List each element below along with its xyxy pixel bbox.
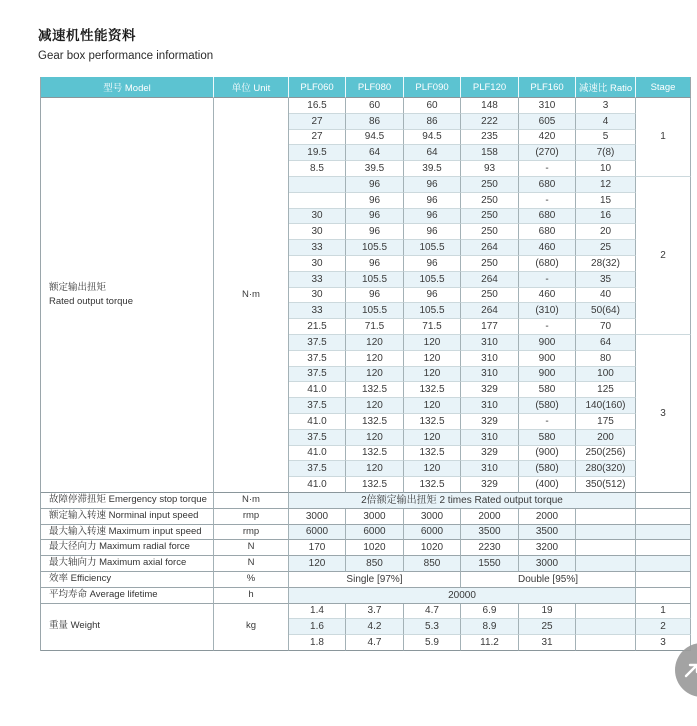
value-cell: 310 xyxy=(461,367,519,383)
unit-cell: rmp xyxy=(214,525,289,541)
table-row xyxy=(41,556,691,572)
value-cell: 96 xyxy=(346,224,404,240)
value-cell: 39.5 xyxy=(346,161,404,177)
value-cell: 27 xyxy=(289,114,346,130)
scroll-top-button[interactable] xyxy=(675,643,697,697)
value-cell: 5.3 xyxy=(404,619,461,635)
column-header-plf160: PLF160 xyxy=(519,77,576,98)
span-value-cell: 20000 xyxy=(289,588,636,604)
value-cell: - xyxy=(519,193,576,209)
value-cell: 37.5 xyxy=(289,461,346,477)
split-value-cell: Double [95%] xyxy=(461,572,636,588)
value-cell: 19.5 xyxy=(289,145,346,161)
value-cell: 105.5 xyxy=(404,240,461,256)
value-cell: 30 xyxy=(289,209,346,225)
column-header-stage: Stage xyxy=(636,77,691,98)
spec-label: 最大径向力 Maximum radial force xyxy=(41,540,214,556)
value-cell: 250 xyxy=(461,209,519,225)
value-cell: (270) xyxy=(519,145,576,161)
stage-cell-empty xyxy=(636,525,691,541)
value-cell: 329 xyxy=(461,446,519,462)
value-cell: 41.0 xyxy=(289,477,346,493)
table-row xyxy=(41,588,691,604)
value-cell: 132.5 xyxy=(404,382,461,398)
spec-label: 平均寿命 Average lifetime xyxy=(41,588,214,604)
value-cell: 96 xyxy=(346,177,404,193)
value-cell: 71.5 xyxy=(346,319,404,335)
value-cell: 86 xyxy=(346,114,404,130)
value-cell: 329 xyxy=(461,477,519,493)
column-header-plf120: PLF120 xyxy=(461,77,519,98)
ratio-cell: 125 xyxy=(576,382,636,398)
ratio-cell: 20 xyxy=(576,224,636,240)
table-row xyxy=(41,525,691,541)
value-cell: 120 xyxy=(346,398,404,414)
value-cell: 120 xyxy=(289,556,346,572)
value-cell: 4.7 xyxy=(404,604,461,620)
value-cell: 8.5 xyxy=(289,161,346,177)
value-cell: 3500 xyxy=(461,525,519,541)
value-cell: 264 xyxy=(461,240,519,256)
value-cell: 250 xyxy=(461,224,519,240)
value-cell: 120 xyxy=(404,461,461,477)
value-cell: 120 xyxy=(404,398,461,414)
value-cell: (310) xyxy=(519,303,576,319)
ratio-cell: 50(64) xyxy=(576,303,636,319)
column-header-plf090: PLF090 xyxy=(404,77,461,98)
unit-cell: rmp xyxy=(214,509,289,525)
ratio-cell: 12 xyxy=(576,177,636,193)
value-cell: 96 xyxy=(404,193,461,209)
ratio-cell: 4 xyxy=(576,114,636,130)
stage-cell-empty xyxy=(636,556,691,572)
ratio-cell: 15 xyxy=(576,193,636,209)
ratio-cell: 350(512) xyxy=(576,477,636,493)
stage-cell-empty xyxy=(636,588,691,604)
value-cell: 120 xyxy=(346,335,404,351)
weight-label: 重量 Weight xyxy=(41,604,214,651)
value-cell: 420 xyxy=(519,130,576,146)
value-cell: 1.4 xyxy=(289,604,346,620)
value-cell: 132.5 xyxy=(404,414,461,430)
performance-table xyxy=(40,77,691,651)
value-cell: 329 xyxy=(461,414,519,430)
value-cell: 132.5 xyxy=(404,477,461,493)
value-cell: 96 xyxy=(404,256,461,272)
ratio-cell: 70 xyxy=(576,319,636,335)
ratio-cell: 7(8) xyxy=(576,145,636,161)
value-cell: 39.5 xyxy=(404,161,461,177)
ratio-cell: 200 xyxy=(576,430,636,446)
ratio-cell: 25 xyxy=(576,240,636,256)
value-cell: 2230 xyxy=(461,540,519,556)
value-cell: 120 xyxy=(346,351,404,367)
value-cell: 96 xyxy=(346,209,404,225)
value-cell: 37.5 xyxy=(289,351,346,367)
value-cell: 1550 xyxy=(461,556,519,572)
value-cell: 30 xyxy=(289,256,346,272)
stage-cell-empty xyxy=(636,572,691,588)
value-cell: 33 xyxy=(289,240,346,256)
value-cell: 120 xyxy=(346,461,404,477)
value-cell: 2000 xyxy=(461,509,519,525)
value-cell: 120 xyxy=(404,335,461,351)
value-cell: 132.5 xyxy=(404,446,461,462)
value-cell: 132.5 xyxy=(346,382,404,398)
stage-cell: 3 xyxy=(636,635,691,651)
unit-cell: N xyxy=(214,540,289,556)
stage-cell: 2 xyxy=(636,177,691,335)
value-cell: 96 xyxy=(346,288,404,304)
value-cell: 460 xyxy=(519,288,576,304)
ratio-cell: 140(160) xyxy=(576,398,636,414)
value-cell: 4.7 xyxy=(346,635,404,651)
value-cell: 41.0 xyxy=(289,382,346,398)
value-cell: 900 xyxy=(519,367,576,383)
ratio-cell: 10 xyxy=(576,161,636,177)
ratio-cell: 3 xyxy=(576,98,636,114)
value-cell: 105.5 xyxy=(404,303,461,319)
value-cell: 11.2 xyxy=(461,635,519,651)
value-cell: 132.5 xyxy=(346,477,404,493)
value-cell: 580 xyxy=(519,382,576,398)
value-cell: 105.5 xyxy=(346,272,404,288)
value-cell: 37.5 xyxy=(289,398,346,414)
label-zh: 额定输出扭矩 xyxy=(49,282,107,294)
value-cell: 3200 xyxy=(519,540,576,556)
value-cell: 86 xyxy=(404,114,461,130)
table-row xyxy=(41,540,691,556)
value-cell: 3500 xyxy=(519,525,576,541)
value-cell: 1.6 xyxy=(289,619,346,635)
value-cell: (580) xyxy=(519,398,576,414)
value-cell: 6000 xyxy=(346,525,404,541)
spec-label: 效率 Efficiency xyxy=(41,572,214,588)
value-cell: 1020 xyxy=(346,540,404,556)
value-cell: 329 xyxy=(461,382,519,398)
value-cell: 222 xyxy=(461,114,519,130)
value-cell: 158 xyxy=(461,145,519,161)
ratio-cell-empty xyxy=(576,509,636,525)
value-cell: 3000 xyxy=(289,509,346,525)
value-cell: 8.9 xyxy=(461,619,519,635)
value-cell: 310 xyxy=(461,461,519,477)
value-cell: 120 xyxy=(346,367,404,383)
ratio-cell: 28(32) xyxy=(576,256,636,272)
value-cell: 120 xyxy=(404,367,461,383)
value-cell: 250 xyxy=(461,256,519,272)
ratio-cell: 80 xyxy=(576,351,636,367)
table-row xyxy=(41,572,691,588)
stage-cell: 1 xyxy=(636,98,691,177)
value-cell: 120 xyxy=(404,351,461,367)
value-cell: 21.5 xyxy=(289,319,346,335)
value-cell: 850 xyxy=(346,556,404,572)
value-cell: 30 xyxy=(289,224,346,240)
ratio-cell: 16 xyxy=(576,209,636,225)
ratio-cell-empty xyxy=(576,635,636,651)
value-cell: 680 xyxy=(519,224,576,240)
ratio-cell: 5 xyxy=(576,130,636,146)
ratio-cell: 175 xyxy=(576,414,636,430)
value-cell: 105.5 xyxy=(404,272,461,288)
value-cell: 680 xyxy=(519,177,576,193)
value-cell: 235 xyxy=(461,130,519,146)
value-cell: 105.5 xyxy=(346,303,404,319)
value-cell: (400) xyxy=(519,477,576,493)
value-cell: 310 xyxy=(461,351,519,367)
value-cell: 580 xyxy=(519,430,576,446)
header-row xyxy=(41,77,691,98)
value-cell: 900 xyxy=(519,335,576,351)
value-cell: 310 xyxy=(461,430,519,446)
column-header-plf080: PLF080 xyxy=(346,77,404,98)
value-cell: 264 xyxy=(461,303,519,319)
value-cell: 6000 xyxy=(404,525,461,541)
stage-cell: 3 xyxy=(636,335,691,493)
value-cell: 96 xyxy=(404,224,461,240)
value-cell: 264 xyxy=(461,272,519,288)
value-cell: 96 xyxy=(404,209,461,225)
value-cell: - xyxy=(519,161,576,177)
value-cell: 120 xyxy=(404,430,461,446)
value-cell: 1.8 xyxy=(289,635,346,651)
value-cell: 31 xyxy=(519,635,576,651)
value-cell: 900 xyxy=(519,351,576,367)
arrow-up-right-icon xyxy=(680,658,697,682)
unit-cell: h xyxy=(214,588,289,604)
value-cell: 60 xyxy=(346,98,404,114)
value-cell: 96 xyxy=(346,256,404,272)
spec-label: 最大输入转速 Maximum input speed xyxy=(41,525,214,541)
column-header-unit: 单位 Unit xyxy=(214,77,289,98)
value-cell: 37.5 xyxy=(289,335,346,351)
split-value-cell: Single [97%] xyxy=(289,572,461,588)
value-cell: 170 xyxy=(289,540,346,556)
column-header-plf060: PLF060 xyxy=(289,77,346,98)
column-header-ratio: 减速比 Ratio xyxy=(576,77,636,98)
label-en: Rated output torque xyxy=(49,295,133,307)
value-cell: 105.5 xyxy=(346,240,404,256)
spec-label: 额定输入转速 Norminal input speed xyxy=(41,509,214,525)
value-cell xyxy=(289,177,346,193)
value-cell: 132.5 xyxy=(346,414,404,430)
value-cell: 120 xyxy=(346,430,404,446)
spec-label: 最大轴向力 Maximum axial force xyxy=(41,556,214,572)
stage-cell-empty xyxy=(636,540,691,556)
value-cell: 3000 xyxy=(404,509,461,525)
value-cell: 2000 xyxy=(519,509,576,525)
value-cell: (900) xyxy=(519,446,576,462)
page-title: 减速机性能资料 xyxy=(38,28,136,43)
stage-cell-empty xyxy=(636,509,691,525)
value-cell: 25 xyxy=(519,619,576,635)
value-cell: 310 xyxy=(461,335,519,351)
value-cell: 93 xyxy=(461,161,519,177)
unit-cell: kg xyxy=(214,604,289,651)
ratio-cell-empty xyxy=(576,619,636,635)
value-cell: 4.2 xyxy=(346,619,404,635)
value-cell: 94.5 xyxy=(404,130,461,146)
unit-cell: N·m xyxy=(214,493,289,509)
ratio-cell-empty xyxy=(576,556,636,572)
ratio-cell: 280(320) xyxy=(576,461,636,477)
page-subtitle: Gear box performance information xyxy=(38,50,214,62)
table-row xyxy=(41,509,691,525)
stage-cell-empty xyxy=(636,493,691,509)
unit-cell: % xyxy=(214,572,289,588)
value-cell: 460 xyxy=(519,240,576,256)
ratio-cell: 64 xyxy=(576,335,636,351)
value-cell: 33 xyxy=(289,272,346,288)
table-row xyxy=(41,604,691,620)
value-cell: 250 xyxy=(461,177,519,193)
value-cell: 6.9 xyxy=(461,604,519,620)
ratio-cell-empty xyxy=(576,604,636,620)
value-cell: - xyxy=(519,414,576,430)
title-block xyxy=(38,24,697,62)
stage-cell: 2 xyxy=(636,619,691,635)
column-header-model: 型号 Model xyxy=(41,77,214,98)
span-value-cell: 2倍额定输出扭矩 2 times Rated output torque xyxy=(289,493,636,509)
value-cell: 177 xyxy=(461,319,519,335)
value-cell: 6000 xyxy=(289,525,346,541)
value-cell: 3000 xyxy=(519,556,576,572)
value-cell: 96 xyxy=(404,177,461,193)
value-cell: 3000 xyxy=(346,509,404,525)
value-cell: 5.9 xyxy=(404,635,461,651)
value-cell: 37.5 xyxy=(289,367,346,383)
value-cell xyxy=(289,193,346,209)
value-cell: (680) xyxy=(519,256,576,272)
value-cell: 64 xyxy=(346,145,404,161)
unit-cell: N xyxy=(214,556,289,572)
value-cell: 41.0 xyxy=(289,414,346,430)
value-cell: 96 xyxy=(404,288,461,304)
value-cell: 16.5 xyxy=(289,98,346,114)
value-cell: 71.5 xyxy=(404,319,461,335)
value-cell: 94.5 xyxy=(346,130,404,146)
value-cell: - xyxy=(519,319,576,335)
value-cell: 132.5 xyxy=(346,446,404,462)
value-cell: 680 xyxy=(519,209,576,225)
ratio-cell: 40 xyxy=(576,288,636,304)
unit-cell: N·m xyxy=(214,98,289,493)
value-cell: 41.0 xyxy=(289,446,346,462)
value-cell: 60 xyxy=(404,98,461,114)
spec-label: 故障停滞扭矩 Emergency stop torque xyxy=(41,493,214,509)
value-cell: (580) xyxy=(519,461,576,477)
rated-output-torque-label xyxy=(41,98,214,493)
value-cell: 19 xyxy=(519,604,576,620)
value-cell: 850 xyxy=(404,556,461,572)
value-cell: 37.5 xyxy=(289,430,346,446)
ratio-cell-empty xyxy=(576,540,636,556)
table-body xyxy=(41,98,691,651)
value-cell: 96 xyxy=(346,193,404,209)
ratio-cell: 35 xyxy=(576,272,636,288)
value-cell: 33 xyxy=(289,303,346,319)
table-row xyxy=(41,98,691,114)
stage-cell: 1 xyxy=(636,604,691,620)
value-cell: 3.7 xyxy=(346,604,404,620)
value-cell: 310 xyxy=(519,98,576,114)
value-cell: - xyxy=(519,272,576,288)
value-cell: 250 xyxy=(461,193,519,209)
value-cell: 148 xyxy=(461,98,519,114)
value-cell: 605 xyxy=(519,114,576,130)
value-cell: 250 xyxy=(461,288,519,304)
table-row xyxy=(41,493,691,509)
value-cell: 310 xyxy=(461,398,519,414)
value-cell: 27 xyxy=(289,130,346,146)
ratio-cell: 250(256) xyxy=(576,446,636,462)
ratio-cell: 100 xyxy=(576,367,636,383)
value-cell: 64 xyxy=(404,145,461,161)
value-cell: 1020 xyxy=(404,540,461,556)
ratio-cell-empty xyxy=(576,525,636,541)
value-cell: 30 xyxy=(289,288,346,304)
